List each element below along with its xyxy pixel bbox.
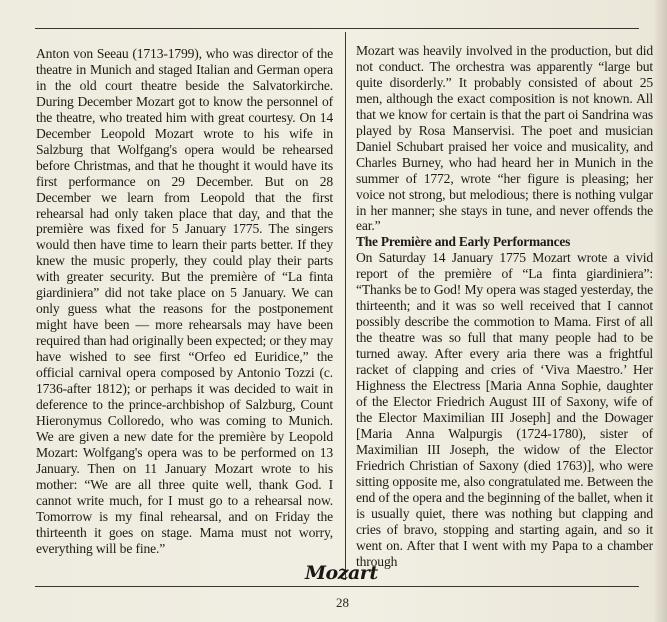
column-divider bbox=[345, 32, 346, 580]
page-number: 28 bbox=[336, 595, 349, 610]
right-column bbox=[356, 43, 653, 569]
left-column-text: Anton von Seeau (1713-1799), who was director of the theatre in Munich and staged Italian and German opera in the old court theatre beside the Salvatorkirche. During December Mozart got to know the personnel of the theatre, who treated him with great courtesy. On 14 December Leopold Mozart wrote to his wife in Salzburg that Wolfgang's opera would be rehearsed before Christmas, and that he thought it would have its first performance on 29 December. But on 28 December we learn from Leopold that the first rehearsal had only taken place that day, and that the première was fixed for 5 January 1775. The singers would then have time to learn their parts better. If they knew the music properly, they could play their parts with greater security. But the première of “La finta giardiniera” did not take place on 5 January. We can only guess what the reasons for the postponement might have been — more rehearsals may have been required than had originally been expected; or they may have wished to see first “Orfeo ed Euridice,” the official carnival opera composed by Antonio Tozzi (c. 1736-after 1812); or perhaps it was decided to wait in deference to the prince-archbishop of Salzburg, Count Hieronymus Colloredo, who was coming to Munich. We are given a new date for the première by Leopold Mozart: Wolfgang's opera was to be performed on 13 January. Then on 11 January Mozart wrote to his mother: “We are all three quite well, thank God. I cannot write much, for I must go to a rehearsal now. Tomorrow is my final rehearsal, and on Friday the thirteenth it goes on stage. Mama must not worry, everything will be fine.” bbox=[36, 46, 333, 556]
top-rule bbox=[35, 28, 639, 29]
left-column bbox=[36, 46, 333, 557]
section-heading: The Première and Early Performances bbox=[356, 234, 571, 250]
right-column-intro-text: Mozart was heavily involved in the production, but did not conduct. The orchestra was apparently “large but quite disorderly.” It probably consisted of about 25 men, although the exact composition is not known. All that we know for certain is that the part oi Sandrina was played by Rosa Manservisi. The poet and musician Daniel Schubart praised her voice and musicality, and Charles Burney, who had heard her in Munich in the summer of 1772, wrote “her figure is pleasing; her voice not strong, but melodious; there is nothing vulgar in her manner; she stays in tune, and never offends the ear.” bbox=[356, 43, 653, 234]
page-edge-shadow bbox=[653, 0, 667, 622]
bottom-rule bbox=[35, 586, 639, 587]
right-column-section-text: On Saturday 14 January 1775 Mozart wrote a vivid report of the première of “La finta giardiniera”: “Thanks be to God! My opera was staged yesterday, the thirteenth; and it was so well received that I cannot possibly describe the commotion to Mama. First of all the theatre was so full that many people had to be turned away. After every aria there was a frightful racket of clapping and cries of ‘Viva Maestro.’ Her Highness the Electress [Maria Anna Sophie, daughter of the Elector Friedrich August III of Saxony, wife of the Elector Maximilian III Joseph] and the Dowager [Maria Anna Walpurgis (1724-1780), sister of Maximilian III Joseph, the widow of the Elector Friedrich Christian of Saxony (died 1763)], who were sitting opposite me, also congratulated me. Between the end of the opera and the beginning of the ballet, when it is usually quiet, there was nothing but clapping and cries of bravo, stopping and starting again, and so it went on. After that I went with my Papa to a chamber through bbox=[356, 250, 653, 569]
mozart-signature-logo: Mozart bbox=[305, 562, 378, 584]
